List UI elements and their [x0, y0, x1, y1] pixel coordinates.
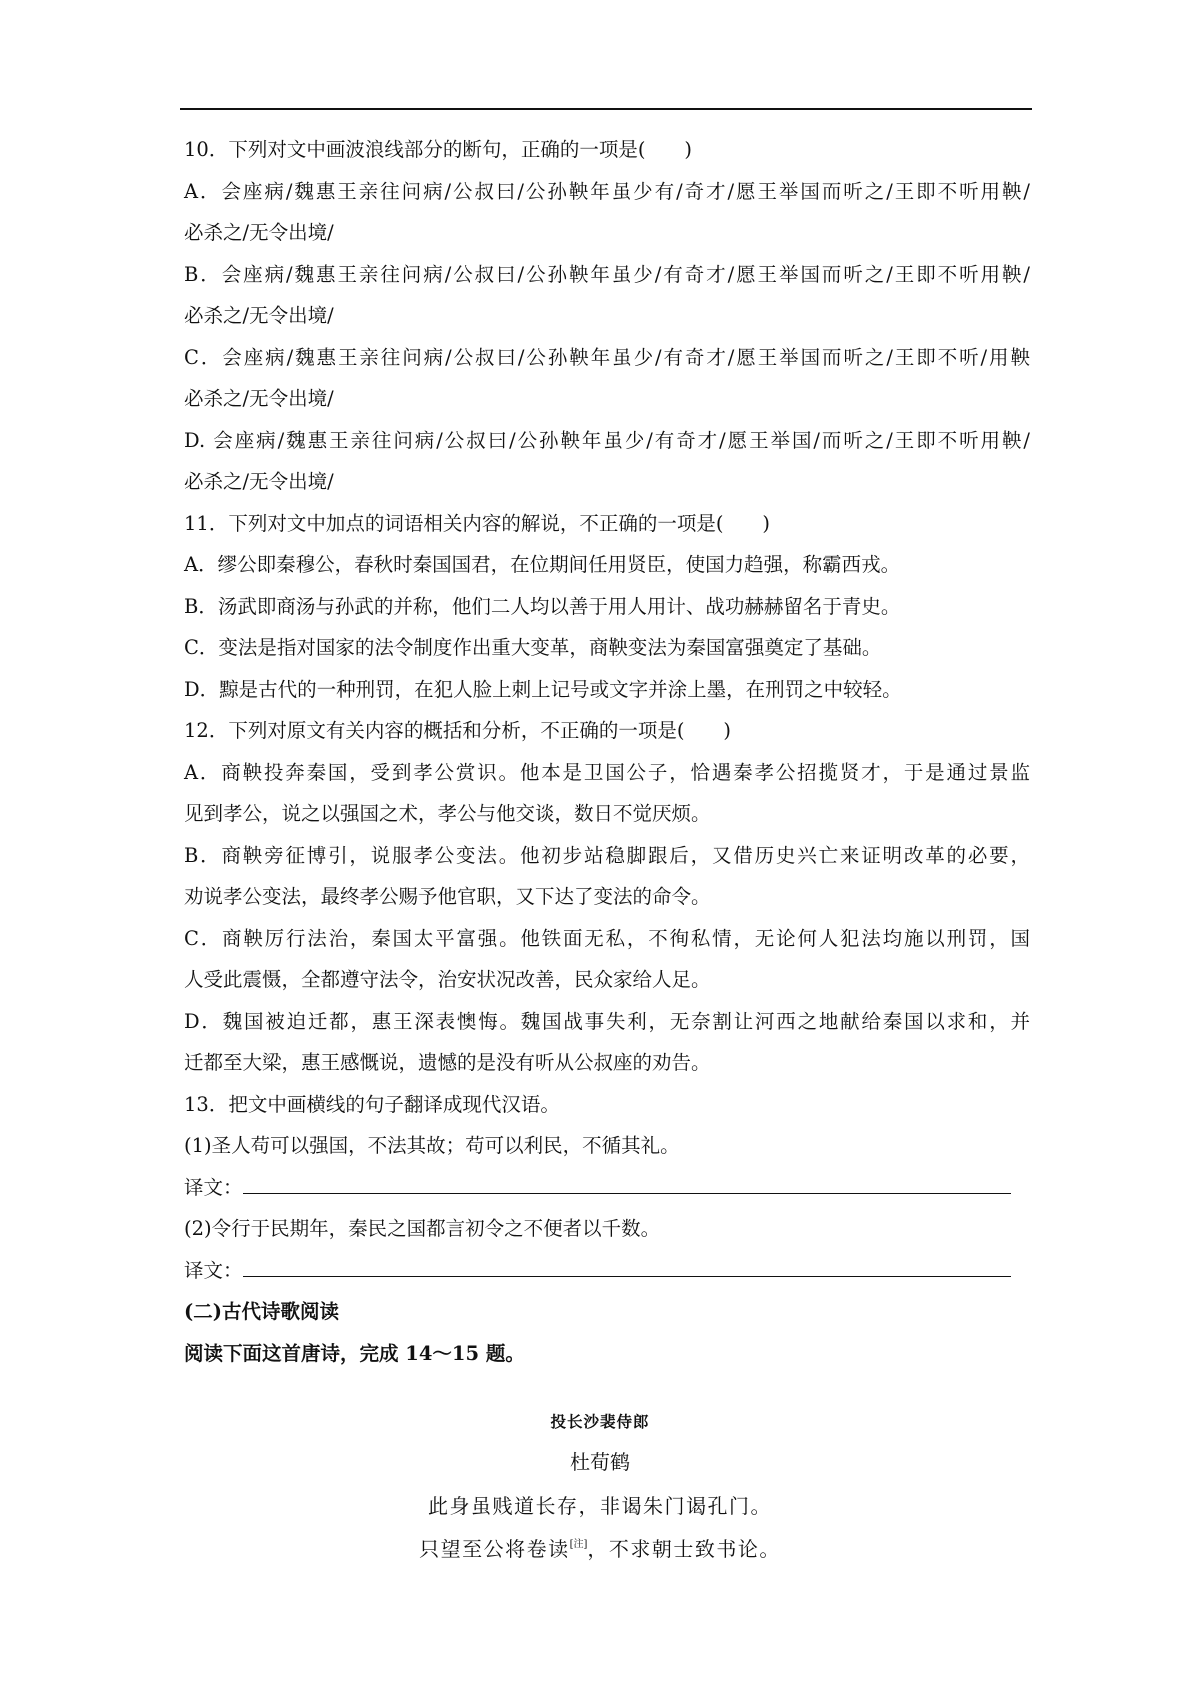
poem-line-1: 此身虽贱道长存，非谒朱门谒孔门。 [428, 1494, 772, 1518]
section-instruction: 阅读下面这首唐诗，完成 14～15 题。 [184, 1341, 525, 1365]
q12-option-b-line2: 劝说孝公变法，最终孝公赐予他官职，又下达了变法的命令。 [184, 885, 711, 908]
header-rule [180, 108, 1032, 110]
q12-option-b-line1: B．商鞅旁征博引，说服孝公变法。他初步站稳脚跟后，又借历史兴亡来证明改革的必要， [184, 843, 1030, 867]
q10-option-a-line1: A．会座病/魏惠王亲往问病/公叔曰/公孙鞅年虽少有/奇才/愿王举国而听之/王即不听用鞅/ [184, 179, 1030, 203]
q10-stem: 10．下列对文中画波浪线部分的断句，正确的一项是( ) [184, 138, 693, 161]
document-body [184, 136, 1030, 1381]
poem-author: 杜荀鹤 [570, 1450, 630, 1474]
q10-option-c-line2: 必杀之/无令出境/ [184, 387, 334, 410]
q13-stem: 13．把文中画横线的句子翻译成现代汉语。 [184, 1092, 560, 1116]
footnote-marker: [注] [569, 1539, 588, 1550]
q11-option-c: C．变法是指对国家的法令制度作出重大变革，商鞅变法为秦国富强奠定了基础。 [184, 636, 882, 659]
section-heading: (二)古代诗歌阅读 [184, 1300, 339, 1323]
q12-option-d-line1: D．魏国被迫迁都，惠王深表懊悔。魏国战事失利，无奈割让河西之地献给秦国以求和，并 [184, 1009, 1030, 1033]
q12-option-c-line2: 人受此震慑，全都遵守法令，治安状况改善，民众家给人足。 [184, 968, 711, 991]
q12-option-c-line1: C．商鞅厉行法治，秦国太平富强。他铁面无私，不徇私情，无论何人犯法均施以刑罚，国 [184, 926, 1030, 950]
q13-sentence-1: (1)圣人苟可以强国，不法其故；苟可以利民，不循其礼。 [184, 1134, 680, 1157]
translation-label: 译文： [184, 1258, 243, 1282]
q11-option-b: B．汤武即商汤与孙武的并称，他们二人均以善于用人用计、战功赫赫留名于青史。 [184, 594, 901, 618]
poem-line-2 [0, 1533, 1200, 1562]
q12-option-d-line2: 迁都至大梁，惠王感慨说，遗憾的是没有听从公叔座的劝告。 [184, 1051, 711, 1074]
q12-stem: 12．下列对原文有关内容的概括和分析，不正确的一项是( ) [184, 719, 732, 742]
q10-option-b-line1: B．会座病/魏惠王亲往问病/公叔曰/公孙鞅年虽少/有奇才/愿王举国而听之/王即不听用鞅/ [184, 262, 1030, 286]
q10-option-d-line2: 必杀之/无令出境/ [184, 470, 334, 493]
q10-option-d-line1: D. 会座病/魏惠王亲往问病/公叔曰/公孙鞅年虽少/有奇才/愿王举国/而听之/王即不听用鞅/ [184, 428, 1030, 452]
q12-option-a-line1: A．商鞅投奔秦国，受到孝公赏识。他本是卫国公子，恰遇秦孝公招揽贤才，于是通过景监 [184, 760, 1030, 784]
q11-option-a: A．缪公即秦穆公，春秋时秦国国君，在位期间任用贤臣，使国力趋强，称霸西戎。 [184, 553, 901, 576]
q13-translation-2 [184, 1257, 1030, 1285]
q10-option-a-line2: 必杀之/无令出境/ [184, 221, 334, 244]
poem-line-2-first: 只望至公将卷读 [419, 1537, 570, 1561]
q10-option-c-line1: C．会座病/魏惠王亲往问病/公叔曰/公孙鞅年虽少/有奇才/愿王举国而听之/王即不听/用鞅 [184, 345, 1030, 369]
q11-stem: 11．下列对文中加点的词语相关内容的解说，不正确的一项是( ) [184, 511, 771, 535]
q10-option-b-line2: 必杀之/无令出境/ [184, 304, 334, 327]
poem-line-2-second: ，不求朝士致书论。 [587, 1537, 781, 1561]
answer-blank-1[interactable] [243, 1175, 1011, 1194]
q13-sentence-2: (2)令行于民期年，秦民之国都言初令之不便者以千数。 [184, 1217, 661, 1240]
q13-translation-1 [184, 1174, 1030, 1202]
q11-option-d: D．黥是古代的一种刑罚，在犯人脸上刺上记号或文字并涂上墨，在刑罚之中较轻。 [184, 677, 902, 701]
poem-title: 投长沙裴侍郎 [550, 1412, 650, 1431]
q12-option-a-line2: 见到孝公，说之以强国之术，孝公与他交谈，数日不觉厌烦。 [184, 802, 711, 825]
translation-label: 译文： [184, 1175, 243, 1199]
answer-blank-2[interactable] [243, 1258, 1011, 1277]
